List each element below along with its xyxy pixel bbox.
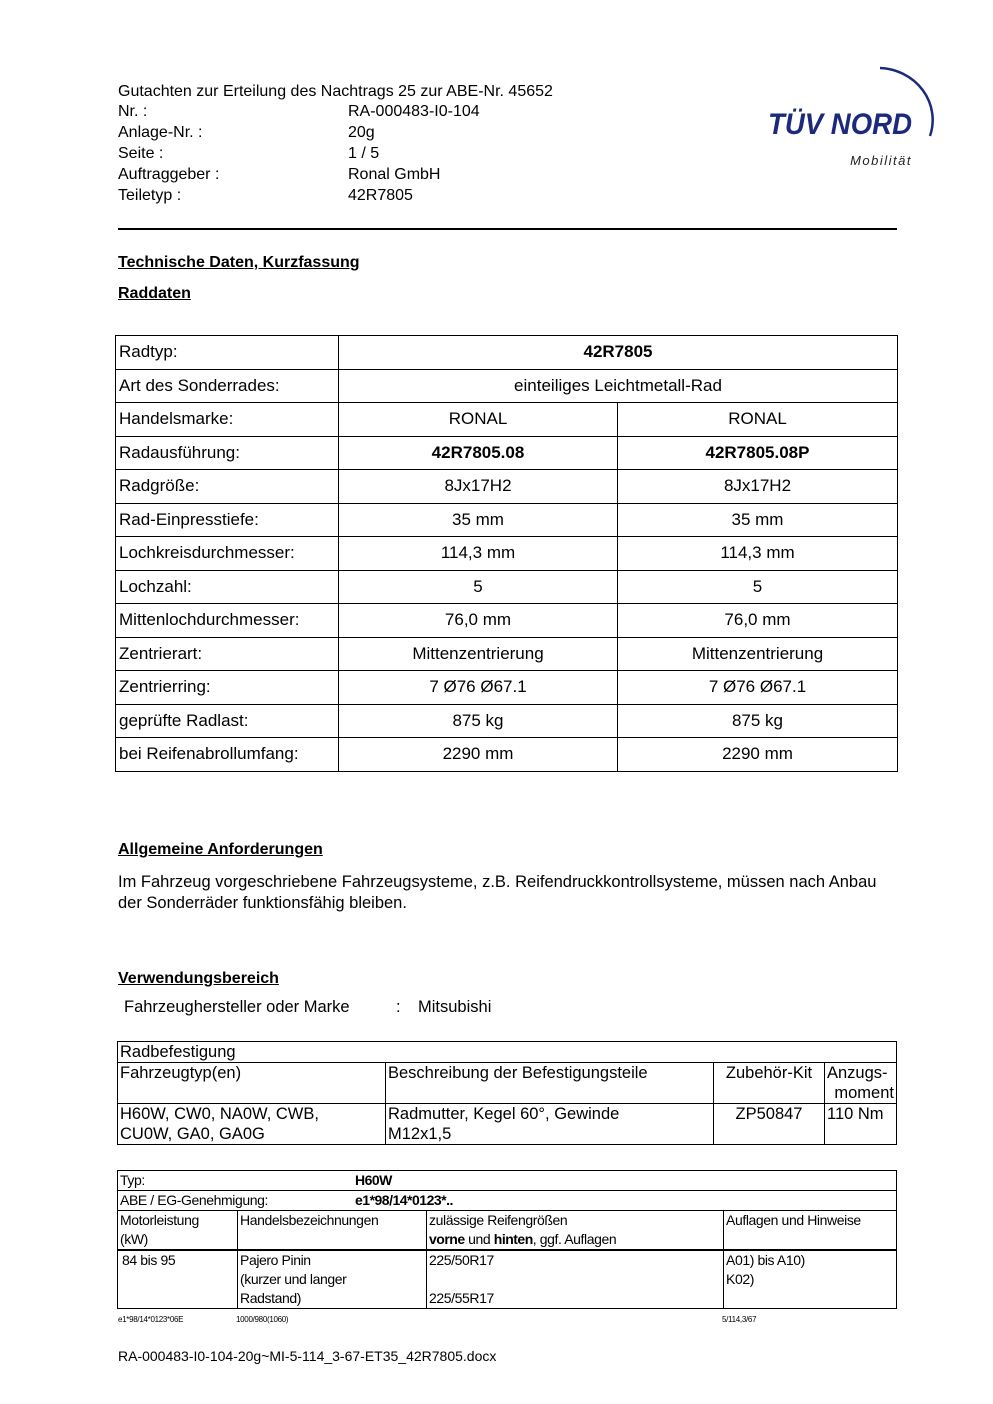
torque-cell: 110 Nm	[825, 1104, 897, 1145]
type-value: H60W	[355, 1172, 392, 1188]
section-heading-anforderungen: Allgemeine Anforderungen	[118, 841, 323, 858]
cell-variant-a: 7 Ø76 Ø67.1	[339, 671, 618, 705]
header-line	[429, 1230, 721, 1249]
header-label: Auftraggeber :	[118, 166, 220, 183]
table-header-row	[118, 1063, 897, 1104]
cell-line: M12x1,5	[388, 1125, 452, 1143]
vehicle-type-table	[117, 1170, 897, 1309]
approval-label: ABE / EG-Genehmigung:	[120, 1192, 269, 1208]
document-title: Gutachten zur Erteilung des Nachtrags 25 zur ABE-Nr. 45652	[118, 83, 553, 100]
column-header: Zubehör-Kit	[714, 1063, 825, 1104]
column-header: Fahrzeugtyp(en)	[118, 1063, 386, 1104]
cell-line: K02)	[726, 1271, 754, 1287]
footer-filename: RA-000483-I0-104-20g~MI-5-114_3-67-ET35_42R7805.docx	[118, 1348, 497, 1364]
header-row-nr	[118, 102, 480, 122]
table-row	[118, 1171, 897, 1191]
wheel-kind-value: einteiliges Leichtmetall-Rad	[339, 369, 898, 403]
row-label: Zentrierring:	[116, 671, 339, 705]
column-header: Handelsbezeichnungen	[238, 1211, 427, 1251]
fastening-description-cell	[386, 1104, 714, 1145]
row-label: Mittenlochdurchmesser:	[116, 604, 339, 638]
reference-dimensions: 1000/980(1060)	[236, 1315, 289, 1324]
cell-variant-b: 76,0 mm	[618, 604, 898, 638]
cell-variant-a: RONAL	[339, 403, 618, 437]
cell-spacer	[429, 1270, 721, 1289]
table-row	[116, 403, 898, 437]
header-line: zulässige Reifengrößen	[429, 1212, 568, 1228]
cell-variant-b: 114,3 mm	[618, 537, 898, 571]
table-row	[116, 604, 898, 638]
row-label: Lochkreisdurchmesser:	[116, 537, 339, 571]
cell-variant-b: RONAL	[618, 403, 898, 437]
header-label: Anlage-Nr. :	[118, 124, 203, 141]
column-header: Auflagen und Hinweise	[724, 1211, 897, 1251]
cell-variant-a: 35 mm	[339, 503, 618, 537]
reference-approval: e1*98/14*0123*06E	[118, 1315, 184, 1324]
cell-line: 225/55R17	[429, 1290, 494, 1306]
row-label: Radgröße:	[116, 470, 339, 504]
wheel-fastening-table	[117, 1041, 897, 1145]
power-cell: 84 bis 95	[118, 1250, 238, 1309]
row-label: Lochzahl:	[116, 570, 339, 604]
column-header: Beschreibung der Befestigungsteile	[386, 1063, 714, 1104]
header-line: (kW)	[120, 1231, 148, 1247]
header-label: Seite :	[118, 145, 164, 162]
cell-variant-a: Mittenzentrierung	[339, 637, 618, 671]
wheel-data-table	[115, 335, 898, 772]
row-label: Rad-Einpresstiefe:	[116, 503, 339, 537]
cell-line: H60W, CW0, NA0W, CWB,	[120, 1105, 319, 1123]
table-row	[116, 637, 898, 671]
cell-variant-b: 42R7805.08P	[618, 436, 898, 470]
approval-row	[118, 1191, 897, 1211]
cell-line: A01) bis A10)	[726, 1252, 805, 1268]
table-row	[116, 570, 898, 604]
section-heading-verwendung: Verwendungsbereich	[118, 970, 279, 987]
manufacturer-separator: :	[396, 998, 401, 1016]
logo-wordmark: TÜV NORD	[768, 108, 912, 141]
notes-cell	[724, 1250, 897, 1309]
header-value: 42R7805	[348, 187, 413, 204]
cell-line: (kurzer und langer	[240, 1271, 347, 1287]
cell-variant-b: 7 Ø76 Ø67.1	[618, 671, 898, 705]
header-label: Nr. :	[118, 103, 148, 120]
header-value: RA-000483-I0-104	[348, 103, 480, 120]
approval-value: e1*98/14*0123*..	[355, 1192, 453, 1208]
row-label: Radtyp:	[116, 336, 339, 370]
column-header-tires	[427, 1211, 724, 1251]
cell-line: Radmutter, Kegel 60°, Gewinde	[388, 1105, 620, 1123]
cell-line: Pajero Pinin	[240, 1252, 311, 1268]
table-row	[116, 704, 898, 738]
table-row	[118, 1250, 897, 1309]
column-header-power	[118, 1211, 238, 1251]
table-row	[116, 470, 898, 504]
header-row-teiletyp	[118, 186, 413, 206]
cell-variant-a: 5	[339, 570, 618, 604]
row-label: geprüfte Radlast:	[116, 704, 339, 738]
table-row	[116, 671, 898, 705]
reference-bolt-pattern: 5/114,3/67	[722, 1315, 757, 1324]
manufacturer-line	[124, 998, 491, 1017]
table-row	[118, 1042, 897, 1063]
trade-name-cell	[238, 1250, 427, 1309]
header-value: Ronal GmbH	[348, 166, 441, 183]
type-row	[118, 1171, 897, 1191]
table-row	[116, 336, 898, 370]
cell-variant-b: 35 mm	[618, 503, 898, 537]
row-label: bei Reifenabrollumfang:	[116, 738, 339, 772]
cell-variant-b: 5	[618, 570, 898, 604]
torque-header-line: Anzugs-	[827, 1064, 888, 1082]
row-label: Radausführung:	[116, 436, 339, 470]
row-label: Zentrierart:	[116, 637, 339, 671]
header-row-auftraggeber	[118, 165, 440, 185]
header-divider	[118, 228, 897, 230]
cell-variant-a: 42R7805.08	[339, 436, 618, 470]
table-row	[116, 503, 898, 537]
table-row	[116, 537, 898, 571]
section-heading-technical: Technische Daten, Kurzfassung	[118, 254, 360, 271]
header-line: Motorleistung	[120, 1212, 199, 1228]
cell-variant-a: 114,3 mm	[339, 537, 618, 571]
table-row	[116, 436, 898, 470]
header-value: 1 / 5	[348, 145, 380, 162]
manufacturer-label: Fahrzeughersteller oder Marke	[124, 998, 350, 1016]
table-header-row	[118, 1211, 897, 1251]
wheel-type-value: 42R7805	[339, 336, 898, 370]
table-row	[118, 1191, 897, 1211]
header-bold: hinten	[493, 1231, 533, 1247]
cell-variant-b: 875 kg	[618, 704, 898, 738]
cell-line: Radstand)	[240, 1290, 301, 1306]
logo-subtitle: Mobilität	[850, 153, 912, 168]
type-label: Typ:	[120, 1172, 145, 1188]
table-row	[116, 738, 898, 772]
cell-line: CU0W, GA0, GA0G	[120, 1125, 265, 1143]
header-value: 20g	[348, 124, 375, 141]
cell-variant-a: 8Jx17H2	[339, 470, 618, 504]
cell-variant-a: 76,0 mm	[339, 604, 618, 638]
tire-size-cell	[427, 1250, 724, 1309]
cell-variant-a: 2290 mm	[339, 738, 618, 772]
section-heading-raddaten: Raddaten	[118, 285, 191, 302]
row-label: Art des Sonderrades:	[116, 369, 339, 403]
torque-header-line: moment	[834, 1084, 894, 1102]
header-row-seite	[118, 144, 379, 164]
header-label: Teiletyp :	[118, 187, 182, 204]
cell-variant-b: 2290 mm	[618, 738, 898, 772]
accessory-kit-cell: ZP50847	[714, 1104, 825, 1145]
column-header-torque	[825, 1063, 897, 1104]
cell-variant-a: 875 kg	[339, 704, 618, 738]
cell-variant-b: 8Jx17H2	[618, 470, 898, 504]
row-label: Handelsmarke:	[116, 403, 339, 437]
manufacturer-value: Mitsubishi	[418, 998, 492, 1016]
table-row	[118, 1104, 897, 1145]
cell-variant-b: Mittenzentrierung	[618, 637, 898, 671]
tuv-nord-logo	[760, 58, 950, 173]
header-row-anlage	[118, 123, 375, 143]
requirements-paragraph: Im Fahrzeug vorgeschriebene Fahrzeugsysteme, z.B. Reifendruckkontrollsysteme, müssen nach Anbau der Sonderräder funktionsfähig bleiben.	[118, 873, 877, 912]
header-bold: vorne	[429, 1231, 465, 1247]
header-text: , ggf. Auflagen	[532, 1231, 617, 1247]
header-text: und	[464, 1231, 494, 1247]
vehicle-types-cell	[118, 1104, 386, 1145]
table-row	[116, 369, 898, 403]
fastening-title: Radbefestigung	[118, 1042, 897, 1063]
cell-line: 225/50R17	[429, 1252, 494, 1268]
